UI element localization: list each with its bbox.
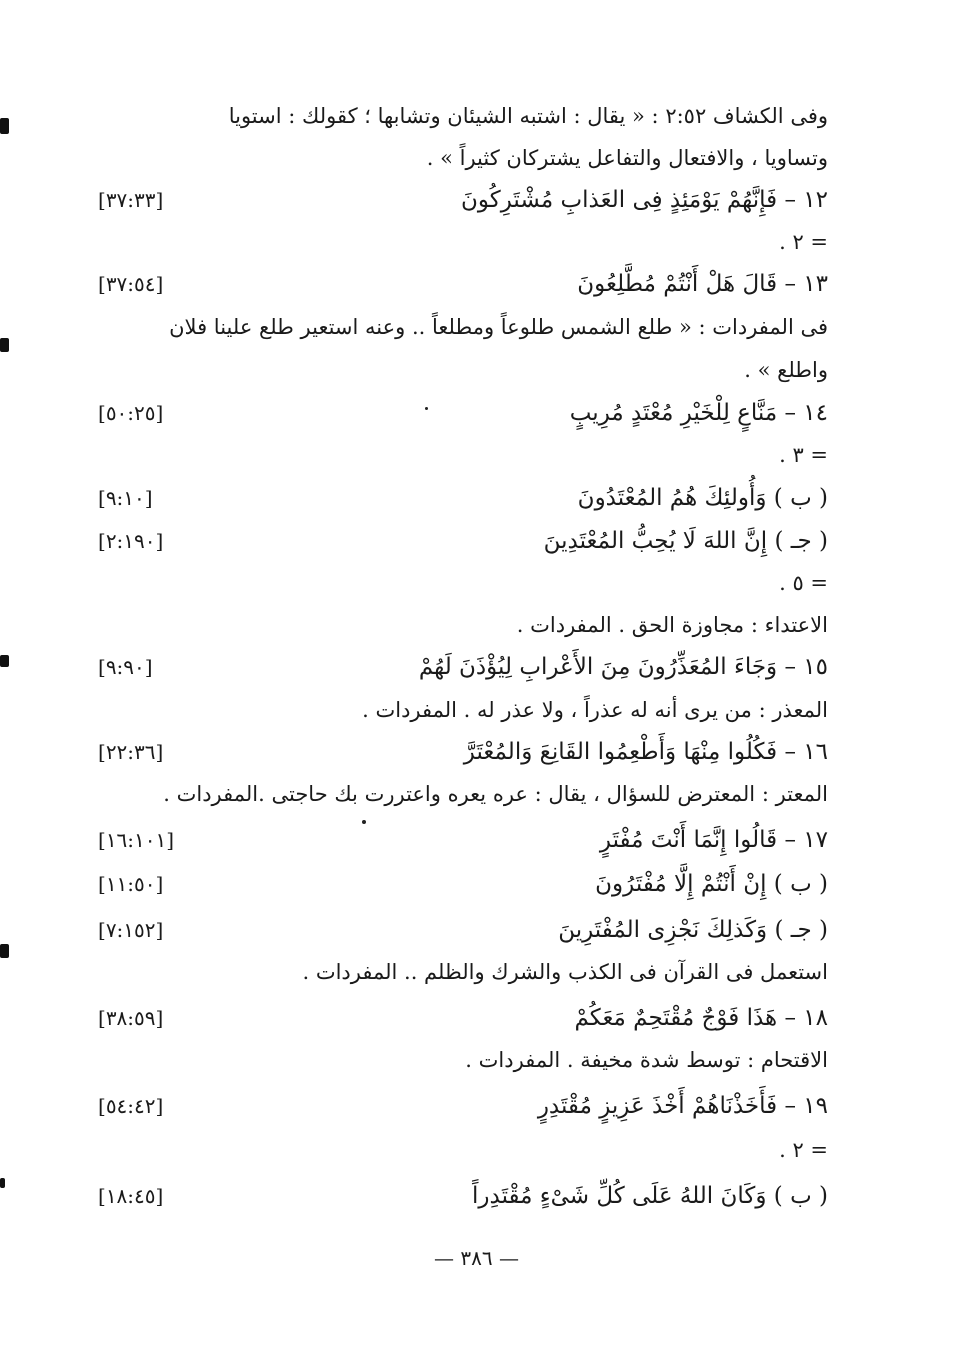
text-line: فى المفردات : « طلع الشمس طلوعاً ومطلعاً .. وعنه استعير طلع علينا فلان <box>169 315 828 339</box>
text-line: = ٣ . <box>779 443 828 467</box>
verse-reference: [٧:١٥٢] <box>98 918 164 942</box>
verse-line: ١٨ – هَذَا فَوْجٌ مُقْتَحِمٌ مَعَكُمْ [٣٨:٥٩] <box>98 998 828 1038</box>
verse-line: ١٦ – فَكُلُوا مِنْهَا وَأَطْعِمُوا القَانِعَ وَالمُعْتَرَّ [٢٢:٣٦] <box>98 732 828 772</box>
text-line: الاعتداء : مجاوزة الحق . المفردات . <box>516 613 828 637</box>
text-line: واطلع » . <box>744 358 828 382</box>
text-line: = ٢ . <box>779 230 828 254</box>
verse-reference: [٥٠:٢٥] <box>98 401 164 425</box>
text-line: = ٥ . <box>779 571 828 595</box>
verse-line: ١٩ – فَأَخَذْنَاهُمْ أَخْذَ عَزِيزٍ مُقْتَدِرٍ [٥٤:٤٢] <box>98 1086 828 1126</box>
verse-reference: [١٨:٤٥] <box>98 1184 164 1208</box>
text-line: الاقتحام : توسط شدة مخيفة . المفردات . <box>465 1048 828 1072</box>
text-line: المعذر : من يرى أنه له عذراً ، ولا عذر له . المفردات . <box>362 698 828 722</box>
verse-line: ١٥ – وَجَاءَ المُعَذِّرُونَ مِنَ الأَعْرابِ لِيُؤْذَنَ لَهُمْ [٩:٩٠] <box>98 647 828 687</box>
scan-edge-mark <box>0 944 9 958</box>
verse-reference: [٣٨:٥٩] <box>98 1006 164 1030</box>
scan-edge-mark <box>0 1178 5 1188</box>
verse-reference: [٢:١٩٠] <box>98 529 164 553</box>
text-line: المعتر : المعترض للسؤال ، يقال : عره يعره واعتررت بك حاجتى .المفردات . <box>163 782 828 806</box>
verse-reference: [٣٧:٣٣] <box>98 188 164 212</box>
verse-reference: [٥٤:٤٢] <box>98 1094 164 1118</box>
verse-line: ( جـ ) إِنَّ اللهَ لَا يُحِبُّ المُعْتَدِينَ [٢:١٩٠] <box>98 521 828 561</box>
verse-line: ١٣ – قَالَ هَلْ أَنْتُمْ مُطَّلِعُونَ [٣٧:٥٤] <box>98 264 828 304</box>
verse-reference: [١١:٥٠] <box>98 872 164 896</box>
verse-reference: [٢٢:٣٦] <box>98 740 164 764</box>
verse-reference: [٩:٩٠] <box>98 655 153 679</box>
verse-reference: [٩:١٠] <box>98 486 153 510</box>
verse-line: ( ب ) وَكَانَ اللهُ عَلَى كُلِّ شَىْءٍ مُقْتَدِراً [١٨:٤٥] <box>98 1176 828 1216</box>
text-line: وتساويا ، والافتعال والتفاعل يشتركان كثيراً » . <box>426 146 828 170</box>
verse-line: ( ب ) إِنْ أَنْتُمْ إِلَّا مُفْتَرُونَ [١١:٥٠] <box>98 864 828 904</box>
verse-line: ( جـ ) وَكَذلِكَ نَجْزِى المُفْتَرِينَ [٧:١٥٢] <box>98 910 828 950</box>
verse-reference: [١٦:١٠١] <box>98 828 175 852</box>
verse-line: ١٧ – قَالُوا إِنَّمَا أَنْتَ مُفْتَرٍ [١٦:١٠١] <box>98 820 828 860</box>
scan-edge-mark <box>0 655 9 667</box>
page-number: — ٣٨٦ — <box>434 1246 519 1270</box>
scan-edge-mark <box>0 338 9 352</box>
text-line: وفى الكشاف ٢:٥٢ : « يقال : اشتبه الشيئان وتشابها ؛ كقولك : استويا <box>228 104 828 128</box>
verse-line: ١٤ – مَنَّاعٍ لِلْخَيْرِ مُعْتَدٍ مُرِيبٍ [٥٠:٢٥] <box>98 393 828 433</box>
verse-line: ١٢ – فَإِنَّهُمْ يَوْمَئِذٍ فِى العَذابِ مُشْتَرِكُونَ [٣٧:٣٣] <box>98 180 828 220</box>
verse-line: ( ب ) وَأُولئِكَ هُمُ المُعْتَدُونَ [٩:١٠] <box>98 478 828 518</box>
verse-reference: [٣٧:٥٤] <box>98 272 164 296</box>
text-line: استعمل فى القرآن فى الكذب والشرك والظلم .. المفردات . <box>302 960 828 984</box>
text-line: = ٢ . <box>779 1138 828 1162</box>
scan-edge-mark <box>0 118 9 134</box>
